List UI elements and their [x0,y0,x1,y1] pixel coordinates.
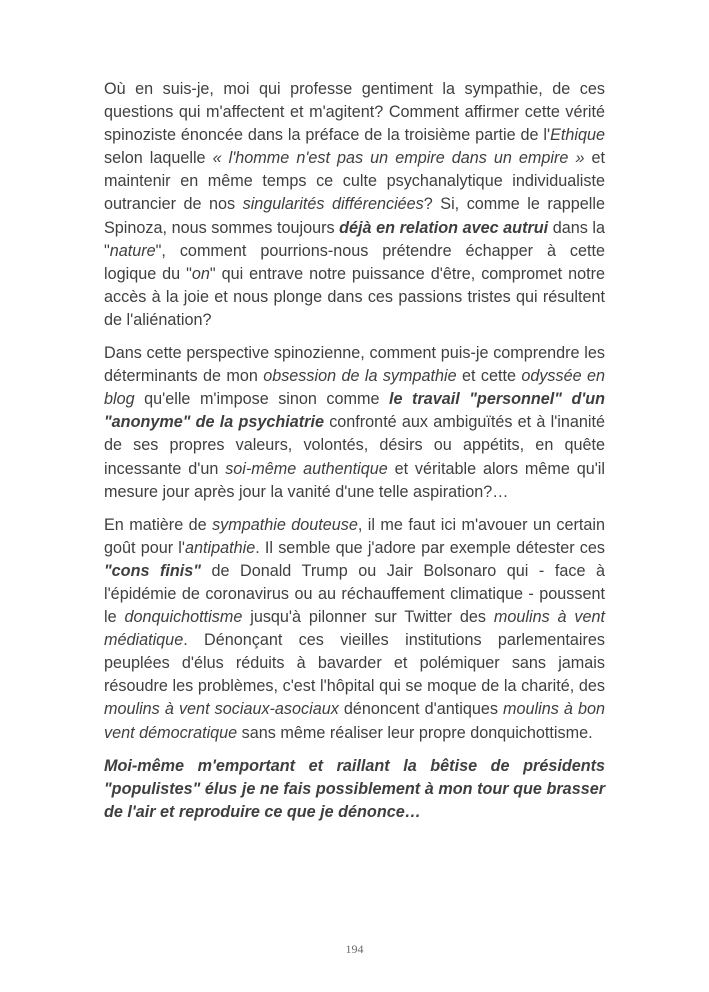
text-run: et véritable alors même qu'il mesure jour après jour la vanité d'une telle aspiration?… [104,459,605,501]
italic-text: moulins à vent médiatique [104,608,605,650]
text-run: Dans cette perspective spinozienne, comment puis-je comprendre les déterminants de mon [104,344,605,386]
italic-text: nature [109,241,156,260]
italic-text: moulins à bon vent démocratique [104,700,605,742]
italic-text: antipathie [185,538,256,557]
text-run: jusqu'à pilonner sur Twitter des [242,608,494,627]
italic-text: singularités différenciées [242,195,424,214]
text-run: dénoncent d'antiques [338,700,504,719]
page-number: 194 [345,942,364,956]
italic-text: on [191,264,210,283]
italic-text: Ethique [550,126,605,145]
paragraph [104,78,605,332]
italic-text: moulins à vent sociaux-asociaux [104,700,339,719]
paragraph [104,514,605,745]
italic-text: soi-même authentique [225,459,388,478]
italic-text: obsession de la sympathie [263,367,457,386]
text-run: , il me faut ici m'avouer un certain goût pour l' [104,515,605,557]
bold-italic-text: Moi-même m'emportant et raillant la bêtise de présidents "populistes" élus je ne fais possiblement à mon tour que brasser de l'air et reproduire ce que je dénonce… [104,756,605,821]
bold-italic-text: le travail "personnel" d'un "anonyme" de la psychiatrie [104,390,606,432]
italic-text: donquichottisme [124,608,243,627]
italic-text: « l'homme n'est pas un empire dans un empire » [212,149,585,168]
italic-text: odyssée en blog [104,367,605,409]
document-body [104,78,605,824]
text-run: dans la " [104,218,605,260]
text-run: . Dénonçant ces vieilles institutions parlementaires peuplées d'élus réduits à bavarder et polémiquer sans jamais résoudre les problèmes, c'est l'hôpital qui se moque de la charité, des [104,631,605,696]
paragraph [104,755,605,824]
text-run: et cette [456,367,522,386]
text-run: de Donald Trump ou Jair Bolsonaro qui - face à l'épidémie de coronavirus ou au réchauffement climatique - poussent le [104,561,605,627]
italic-text: sympathie douteuse [212,515,358,534]
bold-italic-text: "cons finis" [104,561,201,580]
bold-italic-text: déjà en relation avec autrui [339,218,549,237]
text-run: " qui entrave notre puissance d'être, compromet notre accès à la joie et nous plonge dans ces passions tristes qui résultent de l'aliénation? [104,264,605,329]
paragraph [104,342,605,504]
text-run: sans même réaliser leur propre donquichottisme. [237,723,593,742]
text-run: et maintenir en même temps ce culte psychanalytique individualiste outrancier de nos [104,149,605,214]
text-run: confronté aux ambiguïtés et à l'inanité de ses propres valeurs, volontés, désirs ou appétits, en quête incessante d'un [104,413,605,478]
text-run: Où en suis-je, moi qui professe gentiment la sympathie, de ces questions qui m'affectent et m'agitent? Comment affirmer cette vérité spinoziste énoncée dans la préface de la troisième partie de l' [104,80,605,145]
text-run: . Il semble que j'adore par exemple détester ces [255,538,605,557]
text-run: ? Si, comme le rappelle Spinoza, nous sommes toujours [104,195,605,237]
text-run: En matière de [104,515,213,534]
text-run: qu'elle m'impose sinon comme [134,390,390,409]
text-run: ", comment pourrions-nous prétendre échapper à cette logique du " [104,241,605,283]
text-run: selon laquelle [104,149,213,168]
